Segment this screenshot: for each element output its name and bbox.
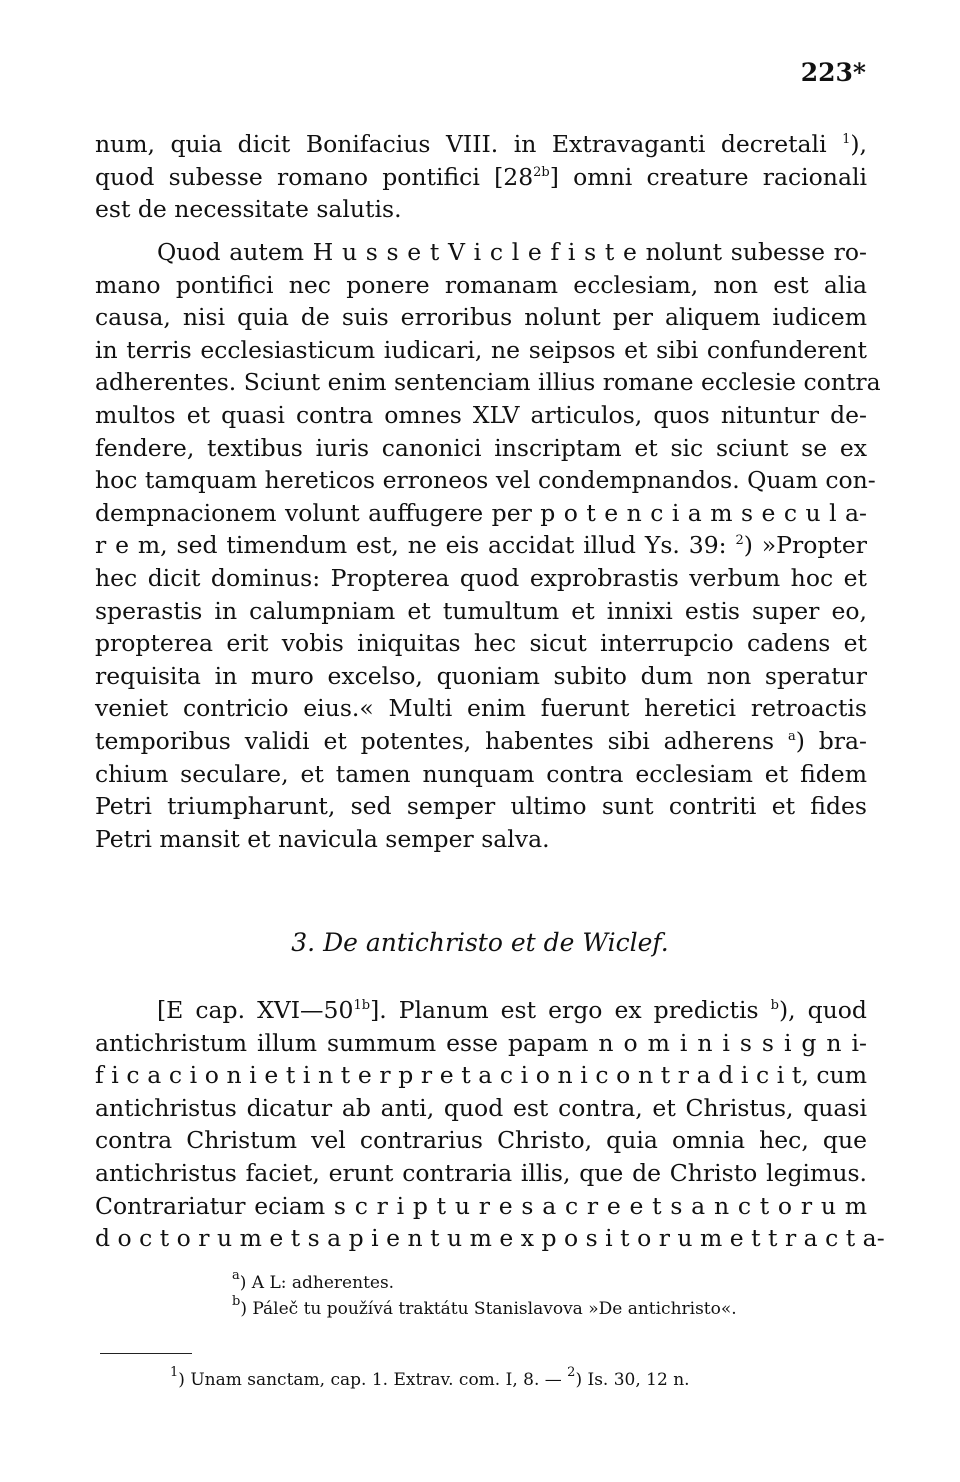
- text-line: num, quia dicit Bonifacius VIII. in Extravaganti decretali $^1$),: [95, 130, 867, 158]
- paragraph-1: [95, 128, 867, 226]
- text-line: Quod autem H u s s e t V i c l e f i s t e nolunt subesse ro-: [157, 238, 867, 266]
- page-reference-marker: 1b: [353, 998, 371, 1013]
- footnote: $^1$) Unam sanctam, cap. 1. Extrav. com. I, 8. — $^2$) Is. 30, 12 n.: [170, 1365, 690, 1390]
- note-marker: a: [787, 728, 796, 744]
- text-line: hoc tamquam hereticos erroneos vel condempnandos. Quam con-: [95, 466, 876, 495]
- footnote-marker: 2: [735, 533, 744, 549]
- critical-note-b: $^b$) Páleč tu používá traktátu Stanislavova »De antichristo«.: [232, 1294, 737, 1319]
- text-line: chium seculare, et tamen nunquam contra ecclesiam et fidem: [95, 759, 867, 788]
- text-line: antichristus faciet, erunt contraria illis, que de Christo legimus.: [95, 1158, 867, 1187]
- text-line: antichristus dicatur ab anti, quod est contra, et Christus, quasi: [95, 1093, 867, 1122]
- text-line: antichristum illum summum esse papam n o m i n i s s i g n i-: [95, 1028, 867, 1057]
- footnote-divider: [100, 1353, 192, 1354]
- text-line: Petri triumpharunt, sed semper ultimo sunt contriti et fides: [95, 792, 867, 821]
- section-heading: 3. De antichristo et de Wiclef.: [291, 928, 669, 957]
- text-line: sperastis in calumpniam et tumultum et innixi estis super eo,: [95, 596, 867, 625]
- paragraph-2: [95, 236, 881, 855]
- text-line: causa, nisi quia de suis erroribus nolunt per aliquem iudicem: [95, 303, 867, 332]
- text-line: requisita in muro excelso, quoniam subito dum non speratur: [95, 661, 867, 690]
- note-marker: b: [770, 998, 779, 1013]
- text-line: dempnacionem volunt auffugere per p o t e n c i a m s e c u l a-: [95, 498, 867, 527]
- text-line: multos et quasi contra omnes XLV articulos, quos nituntur de-: [95, 400, 867, 429]
- text-line: veniet contricio eius.« Multi enim fuerunt heretici retroactis: [95, 694, 867, 723]
- text-line: Contrariatur eciam s c r i p t u r e s a c r e e t s a n c t o r u m: [95, 1191, 867, 1220]
- text-line: hec dicit dominus: Propterea quod exprobrastis verbum hoc et: [95, 563, 867, 592]
- text-line: contra Christum vel contrarius Christo, quia omnia hec, que: [95, 1126, 867, 1155]
- text-line: est de necessitate salutis.: [95, 195, 402, 224]
- text-line: f i c a c i o n i e t i n t e r p r e t a c i o n i c o n t r a d i c i t, cum: [95, 1061, 867, 1090]
- text-line: r e m, sed timendum est, ne eis accidat illud Ys. 39: $^2$) »Propter: [95, 531, 867, 560]
- text-line: propterea erit vobis iniquitas hec sicut interrupcio cadens et: [95, 629, 867, 658]
- page-reference-marker: 2b: [533, 164, 550, 180]
- text-line: d o c t o r u m e t s a p i e n t u m e x p o s i t o r u m e t t r a c t a-: [95, 1224, 885, 1253]
- text-line: quod subesse romano pontifici $[28^{2b}]$ omni creature racionali: [95, 162, 867, 191]
- critical-notes: [232, 1270, 737, 1322]
- text-line: adherentes. Sciunt enim sentenciam illius romane ecclesie contra: [95, 368, 881, 397]
- footnote-marker: 1: [842, 132, 851, 147]
- text-line: Petri mansit et navicula semper salva.: [95, 824, 550, 853]
- text-line: [E cap. $XVI—50^{1b}$]. Planum est ergo ex predictis $^b$), quod: [157, 996, 867, 1024]
- page-number: 223*: [800, 58, 866, 87]
- paragraph-3: [95, 994, 885, 1255]
- text-line: temporibus validi et potentes, habentes sibi adherens $^a$) bra-: [95, 726, 867, 755]
- text-line: fendere, textibus iuris canonici inscriptam et sic sciunt se ex: [95, 433, 867, 462]
- text-line: in terris ecclesiasticum iudicari, ne seipsos et sibi confunderent: [95, 335, 867, 364]
- critical-note-a: $^a$) A L: adherentes.: [232, 1268, 395, 1293]
- text-line: mano pontifici nec ponere romanam ecclesiam, non est alia: [95, 270, 867, 299]
